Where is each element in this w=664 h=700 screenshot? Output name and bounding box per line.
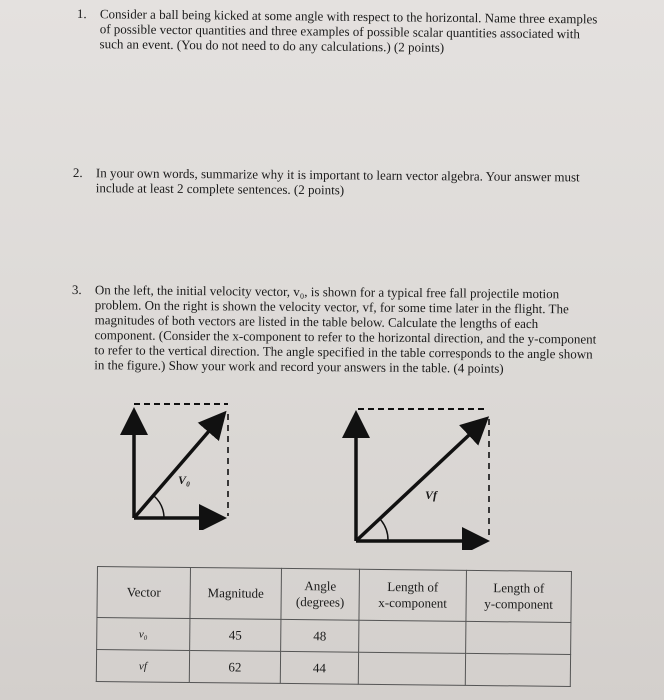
header-length-y-line2: y-component	[484, 596, 553, 612]
question-1-line: of possible vector quantities and three examples of possible scalar quantities associated with	[99, 21, 580, 42]
cell-vector: v₀	[97, 618, 190, 651]
question-3-line: problem. On the right is shown the velocity vector, vf, for some time later in the flight. The	[94, 297, 569, 317]
question-3-number: 3.	[71, 282, 82, 298]
question-3-line: magnitudes of both vectors are listed in the table below. Calculate the lengths of each	[94, 312, 539, 332]
question-2-text	[96, 165, 580, 199]
cell-length-x[interactable]	[359, 620, 466, 653]
question-3-line: in the figure.) Show your work and record your answers in the table. (4 points)	[94, 357, 504, 376]
header-length-y-line1: Length of	[493, 580, 545, 596]
angle-arc	[154, 496, 164, 518]
final-velocity-figure	[338, 395, 503, 550]
table-row	[96, 650, 570, 687]
cell-angle: 48	[281, 619, 359, 652]
question-2-number: 2.	[72, 165, 83, 181]
header-vector: Vector	[97, 567, 191, 619]
question-3-line: On the left, the initial velocity vector, v₀, is shown for a typical free fall projectile motion	[94, 282, 560, 302]
angle-arc	[380, 519, 388, 541]
question-1-line: Consider a ball being kicked at some angle with respect to the horizontal. Name three examples	[99, 6, 598, 27]
question-2-line: In your own words, summarize why it is important to learn vector algebra. Your answer must	[95, 165, 580, 185]
final-velocity-label: Vf	[425, 488, 437, 502]
cell-length-y[interactable]	[466, 621, 571, 654]
header-magnitude: Magnitude	[190, 567, 282, 619]
header-length-x-line2: x-component	[378, 594, 448, 611]
table-header-row	[97, 567, 572, 623]
header-angle-line2: (degrees)	[295, 594, 345, 610]
cell-length-y[interactable]	[465, 653, 570, 686]
vector-table	[96, 566, 572, 687]
header-length-x	[359, 569, 467, 621]
initial-velocity-figure	[110, 390, 245, 530]
cell-vector: vf	[96, 650, 189, 683]
initial-velocity-label: V₀	[178, 473, 191, 487]
question-3-line: to refer to the vertical direction. The angle specified in the table corresponds to the angle shown	[94, 342, 593, 362]
velocity-vector-arrow	[134, 416, 222, 518]
question-2-line: include at least 2 complete sentences. (2 points)	[95, 180, 345, 198]
cell-magnitude: 62	[189, 650, 280, 683]
question-1-line: such an event. (You do not need to do any calculations.) (2 points)	[99, 36, 445, 55]
cell-length-x[interactable]	[358, 652, 465, 685]
header-angle	[281, 568, 360, 620]
question-1-text	[100, 6, 598, 56]
table-row	[97, 618, 571, 655]
header-length-x-line1: Length of	[387, 579, 439, 595]
velocity-vector-arrow	[356, 421, 484, 541]
question-1-number: 1.	[76, 6, 87, 22]
question-3-text	[94, 282, 597, 376]
question-3-line: component. (Consider the x-component to refer to the horizontal direction, and the y-component	[94, 327, 597, 347]
header-length-y	[466, 570, 572, 622]
header-angle-line1: Angle	[304, 578, 337, 594]
cell-magnitude: 45	[190, 618, 281, 651]
cell-angle: 44	[280, 651, 358, 684]
